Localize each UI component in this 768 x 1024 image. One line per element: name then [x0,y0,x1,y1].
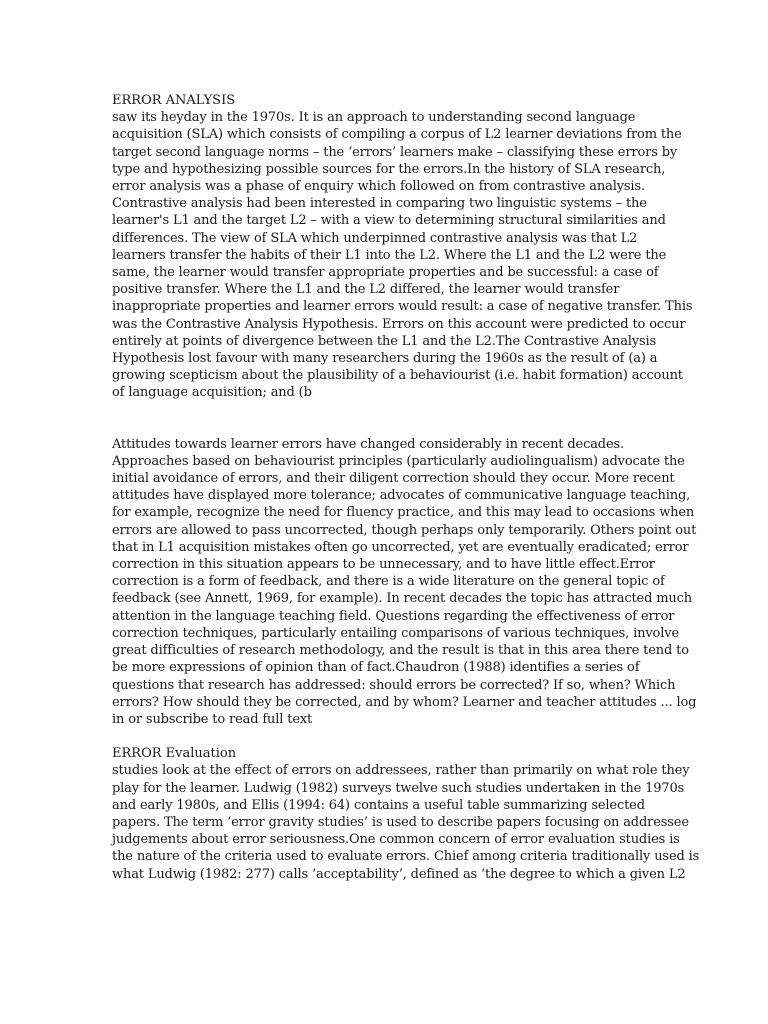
text-line: growing scepticism about the plausibility of a behaviourist (i.e. habit formation) account [112,368,683,384]
text-line: entirely at points of divergence between the L1 and the L2.The Contrastive Analysis [112,333,657,349]
text-line: inappropriate properties and learner errors would result: a case of negative transfer. This [112,299,693,315]
section-attitudes [112,436,697,728]
text-line: attitudes have displayed more tolerance; advocates of communicative language teaching, [112,488,691,504]
text-line: initial avoidance of errors, and their diligent correction should they occur. More recent [112,471,675,487]
text-line: positive transfer. Where the L1 and the L2 differed, the learner would transfer [112,282,620,298]
text-line: studies look at the effect of errors on addressees, rather than primarily on what role they [112,763,690,779]
section-body [112,109,693,401]
text-line: be more expressions of opinion than of fact.Chaudron (1988) identifies a series of [112,660,640,676]
text-line: for example, recognize the need for fluency practice, and this may lead to occasions when [112,505,695,521]
text-line: papers. The term ‘error gravity studies’ is used to describe papers focusing on addressee [112,814,689,830]
text-line: target second language norms – the ‘errors’ learners make – classifying these errors by [112,144,678,160]
section-spacer [112,728,672,745]
text-line: what Ludwig (1982: 277) calls ‘acceptability’, defined as ‘the degree to which a given L2 [112,866,686,882]
text-line: attention in the language teaching field. Questions regarding the effectiveness of error [112,608,675,624]
text-line: great difficulties of research methodology, and the result is that in this area there tend to [112,643,689,659]
text-line: in or subscribe to read full text [112,711,313,727]
text-line: correction techniques, particularly entailing comparisons of various techniques, involve [112,625,679,641]
text-line: error analysis was a phase of enquiry which followed on from contrastive analysis. [112,179,645,195]
text-line: Approaches based on behaviourist principles (particularly audiolingualism) advocate the [112,453,685,469]
section-body [112,436,697,728]
text-line: of language acquisition; and (b [112,385,312,401]
text-line: type and hypothesizing possible sources for the errors.In the history of SLA research, [112,161,666,177]
text-line: feedback (see Annett, 1969, for example). In recent decades the topic has attracted much [112,591,693,607]
text-line: correction is a form of feedback, and there is a wide literature on the general topic of [112,574,665,590]
text-line: that in L1 acquisition mistakes often go uncorrected, yet are eventually eradicated; error [112,539,689,555]
text-line: Contrastive analysis had been interested in comparing two linguistic systems – the [112,196,647,212]
section-body [112,762,700,882]
text-line: same, the learner would transfer appropriate properties and be successful: a case of [112,265,659,281]
section-spacer [112,402,672,436]
section-error-analysis [112,92,693,402]
text-line: questions that research has addressed: should errors be corrected? If so, when? Which [112,677,676,693]
text-line: saw its heyday in the 1970s. It is an approach to understanding second language [112,110,636,126]
text-line: judgements about error seriousness.One common concern of error evaluation studies is [112,832,680,848]
text-line: Hypothesis lost favour with many researchers during the 1960s as the result of (a) a [112,351,658,367]
text-line: Attitudes towards learner errors have changed considerably in recent decades. [112,436,625,452]
text-line: the nature of the criteria used to evaluate errors. Chief among criteria traditionally used is [112,849,700,865]
section-error-evaluation [112,745,700,883]
section-heading: ERROR ANALYSIS [112,93,236,108]
document-page [112,92,700,883]
text-line: errors? How should they be corrected, and by whom? Learner and teacher attitudes ... log [112,694,697,710]
text-line: was the Contrastive Analysis Hypothesis. Errors on this account were predicted to occur [112,316,686,332]
text-line: learners transfer the habits of their L1 into the L2. Where the L1 and the L2 were the [112,247,667,263]
text-line: errors are allowed to pass uncorrected, though perhaps only temporarily. Others point out [112,522,697,538]
text-line: differences. The view of SLA which underpinned contrastive analysis was that L2 [112,230,638,246]
section-heading: ERROR Evaluation [112,746,237,762]
text-line: learner's L1 and the target L2 – with a view to determining structural similarities and [112,213,666,229]
text-line: and early 1980s, and Ellis (1994: 64) contains a useful table summarizing selected [112,797,645,813]
text-line: acquisition (SLA) which consists of compiling a corpus of L2 learner deviations from the [112,127,682,143]
text-line: correction in this situation appears to be unnecessary, and to have little effect.Error [112,557,655,573]
text-line: play for the learner. Ludwig (1982) surveys twelve such studies undertaken in the 1970s [112,780,685,796]
